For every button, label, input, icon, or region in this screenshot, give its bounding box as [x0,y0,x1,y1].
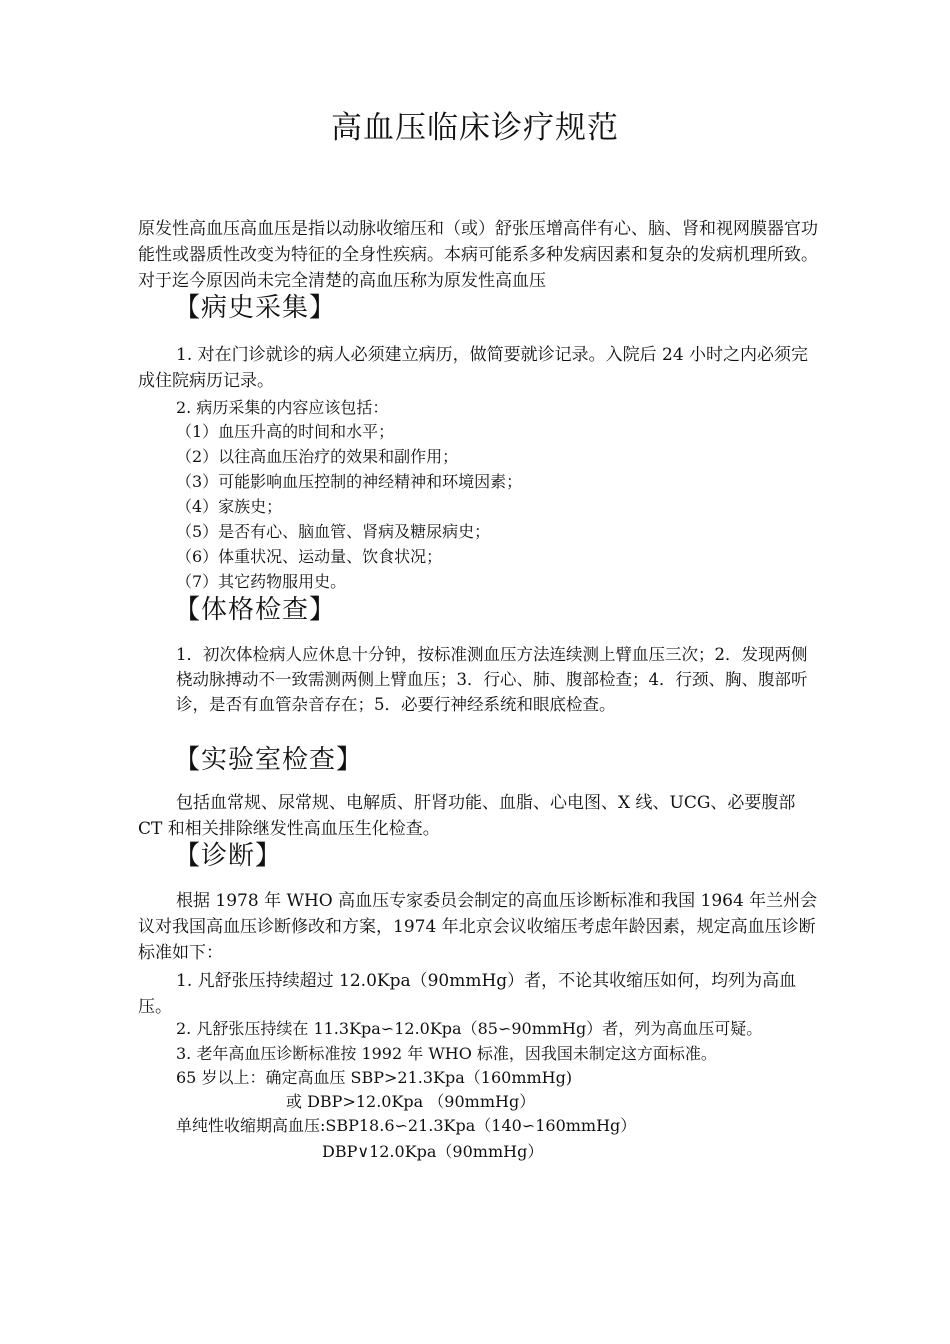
history-heading: 【病史采集】 [174,293,337,323]
diagnosis-heading: 【诊断】 [174,841,283,871]
lab-heading: 【实验室检查】 [174,745,364,775]
diagnosis-or-criteria: 或 DBP>12.0Kpa （90mmHg） [286,1092,536,1111]
history-subitem-4: （4）家族史； [176,497,283,516]
diagnosis-intro: 根据 1978 年 WHO 高血压专家委员会制定的高血压诊断标准和我国 1964 年兰州会议对我国高血压诊断修改和方案，1974 年北京会议收缩压考虑年龄因素，规定高血压诊断标准如下： [138,891,818,963]
history-item-2: 2. 病历采集的内容应该包括： [176,398,389,417]
diagnosis-item-3: 3. 老年高血压诊断标准按 1992 年 WHO 标准，因我国未制定这方面标准。 [176,1044,717,1063]
lab-paragraph: 包括血常规、尿常规、电解质、肝肾功能、血脂、心电图、X 线、UCG、必要腹部 CT 和相关排除继发性高血压生化检查。 [138,793,796,839]
diagnosis-item-2: 2. 凡舒张压持续在 11.3Kpa∽12.0Kpa（85∽90mmHg）者，列为高血压可疑。 [176,1019,763,1038]
history-subitem-2: （2）以往高血压治疗的效果和副作用； [176,447,459,466]
physical-paragraph: 1．初次体检病人应休息十分钟，按标准测血压方法连续测上臂血压三次；2．发现两侧桡动脉搏动不一致需测两侧上臂血压；3．行心、肺、腹部检查；4．行颈、胸、腹部听诊，是否有血管杂音存在；5．必要行神经系统和眼底检查。 [176,645,808,714]
diagnosis-item-1: 1. 凡舒张压持续超过 12.0Kpa（90mmHg）者，不论其收缩压如何，均列为高血压。 [138,971,797,1017]
history-subitem-6: （6）体重状况、运动量、饮食状况； [176,547,443,566]
physical-heading: 【体格检查】 [174,595,337,625]
history-subitem-5: （5）是否有心、脑血管、肾病及糖尿病史； [176,522,491,541]
diagnosis-age-criteria: 65 岁以上：确定高血压 SBP>21.3Kpa（160mmHg) [176,1068,573,1087]
diagnosis-isolated-systolic: 单纯性收缩期高血压:SBP18.6∽21.3Kpa（140∽160mmHg） [176,1116,637,1135]
history-item-1: 1. 对在门诊就诊的病人必须建立病历，做简要就诊记录。入院后 24 小时之内必须完成住院病历记录。 [138,345,809,391]
history-subitem-1: （1）血压升高的时间和水平； [176,422,395,441]
document-title: 高血压临床诊疗规范 [331,110,619,146]
diagnosis-dbp-criteria: DBP∨12.0Kpa（90mmHg） [322,1142,544,1161]
history-subitem-7: （7）其它药物服用史。 [176,572,347,591]
intro-paragraph: 原发性高血压高血压是指以动脉收缩压和（或）舒张压增高伴有心、脑、肾和视网膜器官功能性或器质性改变为特征的全身性疾病。本病可能系多种发病因素和复杂的发病机理所致。对于迄今原因尚未完全清楚的高血压称为原发性高血压 [138,219,818,291]
history-subitem-3: （3）可能影响血压控制的神经精神和环境因素； [176,472,523,491]
